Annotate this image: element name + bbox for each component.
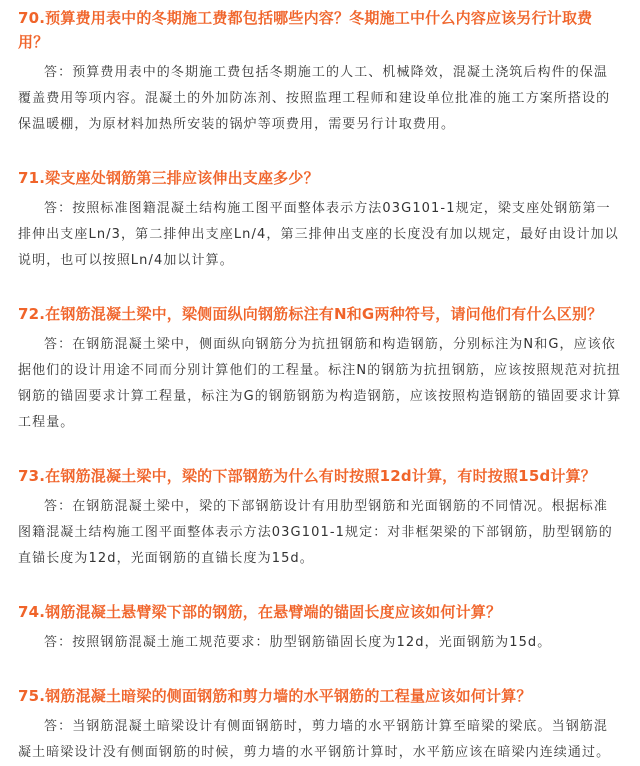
- answer-paragraph: 答：当钢筋混凝土暗梁设计有侧面钢筋时，剪力墙的水平钢筋计算至暗梁的梁底。当钢筋混凝土暗梁设计没有侧面钢筋的时候，剪力墙的水平钢筋计算时，水平筋应该在暗梁内连续通过。: [18, 719, 611, 760]
- qa-item-75: [18, 684, 622, 766]
- question-heading: 72.在钢筋混凝土梁中，梁侧面纵向钢筋标注有N和G两种符号，请问他们有什么区别？: [18, 305, 603, 323]
- section-gap: [18, 138, 622, 166]
- section-gap: [18, 656, 622, 684]
- answer-paragraph: 答：在钢筋混凝土梁中，侧面纵向钢筋分为抗扭钢筋和构造钢筋，分别标注为N和G，应该依据他们的设计用途不同而分别计算他们的工程量。标注N的钢筋为抗扭钢筋，应该按照规范对抗扭钢筋的锚固要求计算工程量，标注为G的钢筋钢筋为构造钢筋，应该按照构造钢筋的锚固要求计算工程量。: [18, 337, 622, 430]
- qa-item-70: [18, 6, 622, 138]
- answer-paragraph: 答：按照钢筋混凝土施工规范要求：肋型钢筋锚固长度为12d，光面钢筋为15d。: [44, 635, 552, 650]
- question-heading: 71.梁支座处钢筋第三排应该伸出支座多少？: [18, 169, 319, 187]
- section-gap: [18, 274, 622, 302]
- answer-paragraph: 答：在钢筋混凝土梁中，梁的下部钢筋设计有用肋型钢筋和光面钢筋的不同情况。根据标准图籍混凝土结构施工图平面整体表示方法03G101-1规定：对非框架梁的下部钢筋，肋型钢筋的直锚长度为12d，光面钢筋的直锚长度为15d。: [18, 499, 613, 566]
- question-heading: 74.钢筋混凝土悬臂梁下部的钢筋，在悬臂端的锚固长度应该如何计算？: [18, 603, 502, 621]
- qa-item-72: [18, 302, 622, 436]
- qa-item-71: [18, 166, 622, 274]
- section-gap: [18, 572, 622, 600]
- question-heading: 70.预算费用表中的冬期施工费都包括哪些内容？冬期施工中什么内容应该另行计取费用？: [18, 9, 593, 51]
- qa-item-73: [18, 464, 622, 572]
- question-heading: 73.在钢筋混凝土梁中，梁的下部钢筋为什么有时按照12d计算，有时按照15d计算？: [18, 467, 596, 485]
- answer-paragraph: 答：预算费用表中的冬期施工费包括冬期施工的人工、机械降效，混凝土浇筑后构件的保温覆盖费用等项内容。混凝土的外加防冻剂、按照监理工程师和建设单位批准的施工方案所搭设的保温暖棚，为原材料加热所安装的锅炉等项费用，需要另行计取费用。: [18, 65, 611, 132]
- question-heading: 75.钢筋混凝土暗梁的侧面钢筋和剪力墙的水平钢筋的工程量应该如何计算？: [18, 687, 532, 705]
- answer-paragraph: 答：按照标准图籍混凝土结构施工图平面整体表示方法03G101-1规定，梁支座处钢筋第一排伸出支座Ln/3，第二排伸出支座Ln/4，第三排伸出支座的长度没有加以规定，最好由设计加以说明，也可以按照Ln/4加以计算。: [18, 201, 619, 268]
- section-gap: [18, 436, 622, 464]
- qa-item-74: [18, 600, 622, 656]
